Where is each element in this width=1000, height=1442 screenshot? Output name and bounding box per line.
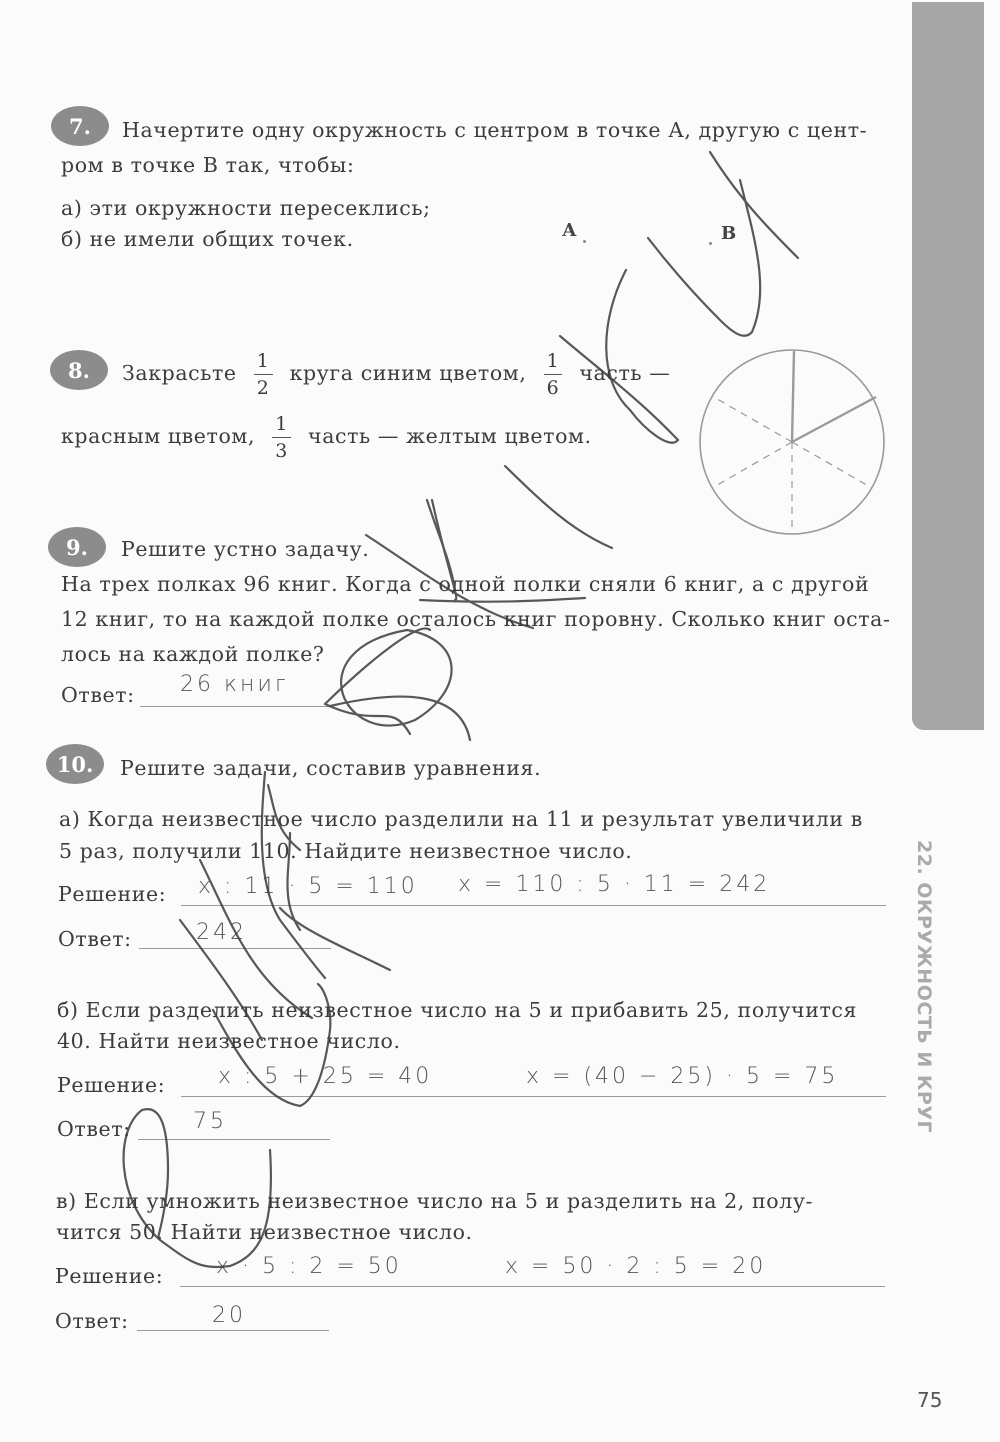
sector-circle[interactable] — [695, 345, 890, 540]
fraction-one-third: $\frac{1}{3}$ — [272, 415, 291, 461]
task-10b-answer-field[interactable] — [138, 1139, 330, 1140]
task-8-badge: 8. — [50, 350, 108, 390]
task-10a-answer-label: Ответ: — [58, 927, 132, 951]
task-10a-answer-field[interactable] — [139, 948, 331, 949]
task-10b-answer-label: Ответ: — [57, 1117, 131, 1141]
task-9-answer-label: Ответ: — [61, 683, 135, 707]
task-8-line-2 — [61, 408, 592, 464]
point-a-label: А — [562, 220, 577, 241]
task-7-item-b: б) не имели общих точек. — [61, 227, 354, 251]
task-10b-solution-result: x = (40 − 25) · 5 = 75 — [526, 1064, 839, 1089]
task-10-title: Решите задачи, составив уравнения. — [120, 756, 542, 780]
task-9-line-3: лось на каждой полке? — [61, 642, 325, 666]
chapter-tab — [912, 2, 984, 730]
task-8-text-2: круга синим цветом, — [289, 361, 527, 385]
task-7-badge: 7. — [51, 106, 109, 146]
task-10b-answer-value: 75 — [193, 1109, 227, 1134]
task-10b-solution-label: Решение: — [57, 1073, 166, 1097]
task-10c-line-2: чится 50. Найти неизвестное число. — [56, 1220, 473, 1244]
task-10b-solution-equation: x : 5 + 25 = 40 — [218, 1064, 433, 1089]
task-10c-answer-field[interactable] — [137, 1330, 329, 1331]
task-10a-solution-result: x = 110 : 5 · 11 = 242 — [458, 872, 771, 897]
task-9-badge: 9. — [48, 527, 106, 567]
task-9-answer-value: 26 книг — [180, 672, 289, 697]
task-8-line-1 — [122, 345, 670, 401]
task-7-item-a: а) эти окружности пересеклись; — [61, 196, 431, 220]
task-10c-answer-label: Ответ: — [55, 1309, 129, 1333]
task-7-line-1: Начертите одну окружность с центром в точке А, другую с цент- — [122, 118, 868, 142]
task-10c-solution-field[interactable] — [180, 1286, 885, 1287]
task-9-title: Решите устно задачу. — [121, 537, 370, 561]
task-10a-solution-equation: x : 11 · 5 = 110 — [198, 874, 418, 899]
task-10c-solution-equation: x · 5 : 2 = 50 — [216, 1254, 402, 1279]
page-number: 75 — [917, 1388, 943, 1412]
task-8-text-1: Закрасьте — [122, 361, 237, 385]
task-10a-answer-value: 242 — [196, 920, 247, 945]
task-9-answer-field[interactable] — [140, 706, 332, 707]
task-10a-solution-field[interactable] — [181, 905, 886, 906]
task-10a-solution-label: Решение: — [58, 882, 167, 906]
fraction-one-sixth: $\frac{1}{6}$ — [544, 352, 563, 398]
task-10a-line-2: 5 раз, получили 110. Найдите неизвестное число. — [59, 839, 633, 863]
point-a[interactable] — [583, 240, 586, 243]
point-b[interactable] — [709, 242, 712, 245]
task-10a-line-1: а) Когда неизвестное число разделили на 11 и результат увеличили в — [59, 807, 863, 831]
fraction-one-half: $\frac{1}{2}$ — [254, 352, 273, 398]
task-9-line-1: На трех полках 96 книг. Когда с одной полки сняли 6 книг, а с другой — [61, 572, 870, 596]
task-10c-solution-result: x = 50 · 2 : 5 = 20 — [505, 1254, 767, 1279]
task-10c-solution-label: Решение: — [55, 1264, 164, 1288]
task-8-text-3: часть — — [579, 361, 671, 385]
task-10b-line-2: 40. Найти неизвестное число. — [57, 1029, 401, 1053]
task-10c-line-1: в) Если умножить неизвестное число на 5 и разделить на 2, полу- — [56, 1189, 814, 1213]
task-10b-solution-field[interactable] — [181, 1096, 886, 1097]
task-7-line-2: ром в точке В так, чтобы: — [61, 153, 355, 177]
task-10b-line-1: б) Если разделить неизвестное число на 5 и прибавить 25, получится — [57, 998, 858, 1022]
point-b-label: В — [721, 223, 737, 244]
task-10c-answer-value: 20 — [212, 1303, 246, 1328]
task-8-text-4: красным цветом, — [61, 424, 256, 448]
task-9-line-2: 12 книг, то на каждой полке осталось книг поровну. Сколько книг оста- — [61, 607, 891, 631]
chapter-title: 22. ОКРУЖНОСТЬ И КРУГ — [913, 840, 935, 1134]
task-10-badge: 10. — [46, 744, 104, 784]
task-8-text-5: часть — желтым цветом. — [308, 424, 592, 448]
